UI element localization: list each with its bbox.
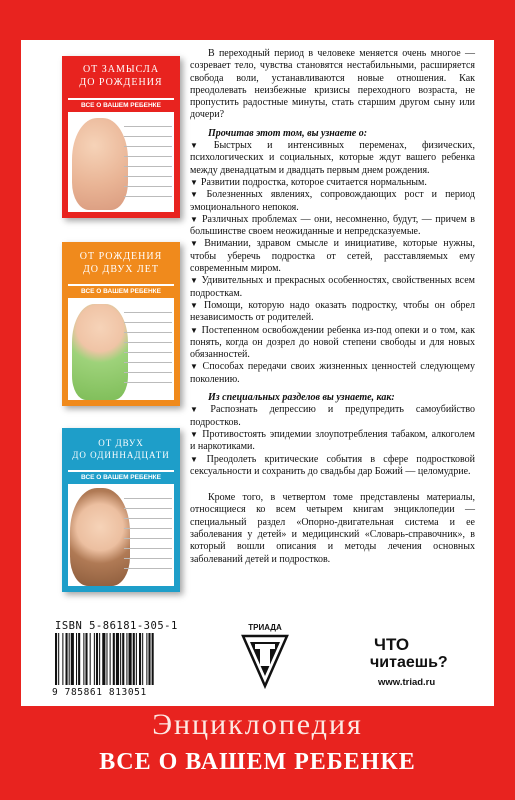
publisher-name: ТРИАДА: [248, 623, 282, 632]
triangle-bullet-icon: ▼: [190, 276, 199, 286]
book-title-line1: ОТ РОЖДЕНИЯ: [79, 251, 163, 262]
book-toc-lines: [124, 126, 172, 206]
book-title-line1: ОТ ДВУХ: [98, 438, 144, 448]
triangle-bullet-icon: ▼: [190, 177, 198, 187]
child-photo: [70, 488, 130, 586]
triangle-bullet-icon: ▼: [190, 454, 204, 464]
list-item: [190, 214, 475, 239]
closing-paragraph: Кроме того, в четвертом томе представлены материалы, относящиеся ко всем четырем книгам энциклопедии — специальный раздел «Опорно-двигательная система и ее заболевания у детей» и медицинский «Словарь-справочник», в который вошли описания и методы лечения основных заболеваний детей и подростков.: [190, 492, 475, 565]
section-heading-1: Прочитав этот том, вы узнаете о:: [208, 127, 368, 139]
list-item-text: Распознать депрессию и предупредить самоубийство подростков.: [190, 404, 475, 428]
book-series: ВСЕ О ВАШЕМ РЕБЕНКЕ: [81, 102, 161, 109]
right-red-strip: [494, 40, 515, 706]
triangle-bullet-icon: ▼: [190, 405, 208, 415]
list-item: [190, 325, 475, 362]
list-item-text: Быстрых и интенсивных переменах, физических, психологических и социальных, которые ждут вашего ребенка между двенадцатым и двадцать первым днем рождения.: [190, 140, 475, 176]
list-item-text: Постепенном освобождении ребенка из-под опеки и о том, как понять, когда он дозрел до новой степени свободы и для новых обязанностей.: [190, 324, 475, 361]
book-series: ВСЕ О ВАШЕМ РЕБЕНКЕ: [81, 288, 161, 295]
features-list-1: [190, 140, 475, 386]
slogan-line2: читаешь?: [370, 654, 448, 671]
isbn-label: ISBN 5-86181-305-1: [55, 620, 178, 632]
triangle-bullet-icon: ▼: [190, 362, 200, 372]
section-heading-2: Из специальных разделов вы узнаете, как:: [208, 392, 395, 404]
brand-subtitle: ВСЕ О ВАШЕМ РЕБЕНКЕ: [99, 749, 416, 775]
book-title-line1: ОТ ЗАМЫСЛА: [82, 64, 160, 75]
list-item-text: Болезненных явлениях, сопровождающих рост и период эмоционального непокоя.: [190, 189, 476, 213]
list-item: [190, 238, 475, 275]
triangle-bullet-icon: ▼: [190, 239, 202, 249]
barcode-icon: [55, 633, 183, 685]
list-item-text: Помощи, которую надо оказать подростку, чтобы он обрел независимость от родителей.: [190, 299, 475, 324]
baby-photo: [72, 304, 128, 400]
triangle-bullet-icon: ▼: [190, 141, 211, 151]
list-item: [190, 189, 475, 214]
book-title-line2: ДО ОДИННАДЦАТИ: [72, 450, 170, 460]
list-item: [190, 300, 475, 325]
book-toc-lines: [124, 312, 172, 392]
book-cover-1: [62, 56, 180, 218]
triada-logo-icon: [240, 620, 290, 690]
list-item-text: Противостоять эпидемии злоупотребления табаком, алкоголем и наркотиками.: [190, 428, 475, 453]
book-cover-2: [62, 242, 180, 406]
intro-paragraph: В переходный период в человеке меняется очень многое — созревает тело, чувства становятся нестабильными, расширяется свобода воли, устанавливаются новые отношения. Как преодолевать неизбежные кризисы переходного возраста, не пропустить радостные минуты, стать старшим другом сыну или дочери?: [190, 48, 475, 121]
list-item: [190, 140, 475, 177]
description-text: [190, 48, 475, 566]
slogan-line1: ЧТО: [374, 635, 410, 654]
list-item-text: Различных проблемах — они, несомненно, будут, — причем в большинстве своем неожиданные и непредсказуемые.: [190, 213, 476, 238]
baby-photo: [72, 118, 128, 210]
list-item-text: Способах передачи своих жизненных ценностей следующему поколению.: [190, 361, 475, 385]
book-title-line2: ДО РОЖДЕНИЯ: [79, 77, 163, 88]
left-red-strip: [0, 40, 21, 706]
list-item: [190, 429, 475, 454]
list-item: [190, 177, 475, 189]
triangle-bullet-icon: ▼: [190, 190, 204, 200]
list-item-text: Преодолеть критические события в сфере подростковой сексуальности и сохранить до свадьбы дар Божий — целомудрие.: [190, 453, 475, 477]
list-item: [190, 454, 475, 479]
website-url[interactable]: www.triad.ru: [378, 677, 436, 688]
book-title-line2: ДО ДВУХ ЛЕТ: [82, 264, 160, 275]
list-item-text: Внимании, здравом смысле и инициативе, которые нужны, чтобы уберечь подростка от сетей, расставляемых ему современным миром.: [190, 238, 475, 275]
list-item-text: Удивительных и прекрасных особенностях, свойственных всем подросткам.: [190, 275, 475, 299]
brand-title: Энциклопедия: [152, 708, 363, 741]
triangle-bullet-icon: ▼: [190, 429, 200, 439]
features-list-2: [190, 404, 475, 478]
list-item-text: Развитии подростка, которое считается нормальным.: [200, 176, 427, 188]
triangle-bullet-icon: ▼: [190, 214, 199, 224]
top-red-band: [0, 0, 515, 40]
book-cover-3: [62, 428, 180, 592]
triangle-bullet-icon: ▼: [190, 300, 201, 310]
barcode-number: 9 785861 813051: [52, 687, 147, 698]
list-item: [190, 361, 475, 386]
book-toc-lines: [124, 498, 172, 578]
list-item: [190, 275, 475, 300]
book-series: ВСЕ О ВАШЕМ РЕБЕНКЕ: [81, 474, 161, 481]
list-item: [190, 404, 475, 429]
triangle-bullet-icon: ▼: [190, 325, 199, 335]
slogan: [372, 636, 448, 672]
